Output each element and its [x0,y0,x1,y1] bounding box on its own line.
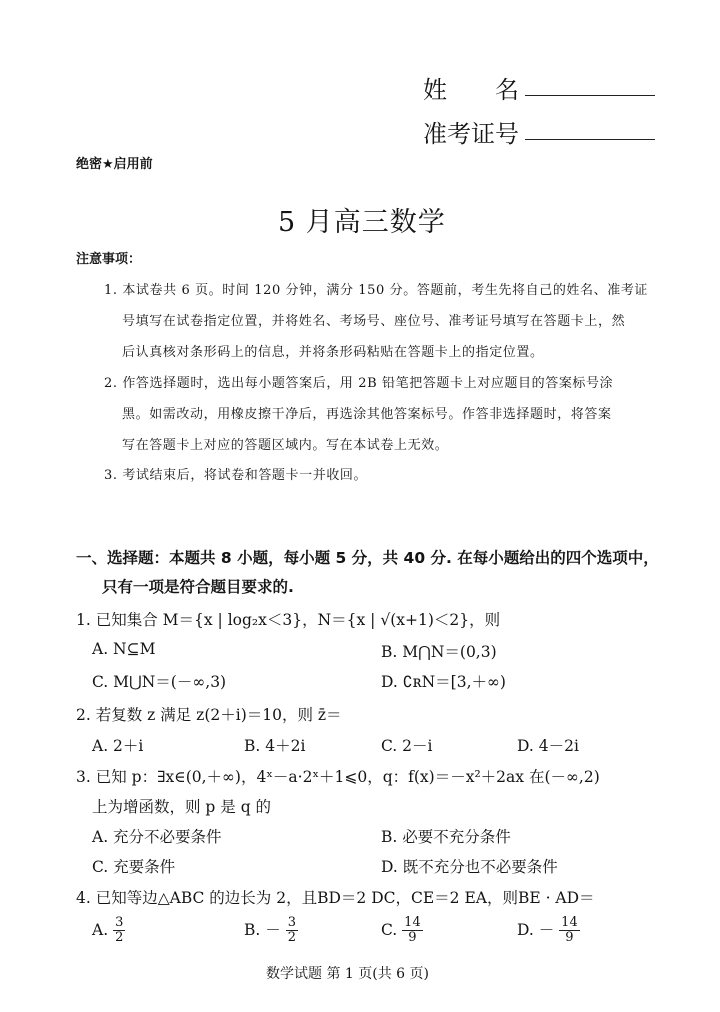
fraction-numerator: 14 [561,915,578,930]
notice-line: 黑。如需改动，用橡皮擦干净后，再选涂其他答案标号。作答非选择题时，将答案 [122,407,612,422]
q2-option-a: A. 2＋i [92,737,144,755]
notice-line: 后认真核对条形码上的信息，并将条形码粘贴在答题卡上的指定位置。 [122,345,544,360]
q3-option-c: C. 充要条件 [92,858,176,876]
q3-option-a: A. 充分不必要条件 [92,828,222,846]
notice-line: 1. 本试卷共 6 页。时间 120 分钟，满分 150 分。答题前，考生先将自己的姓名、准考证 [104,283,649,298]
q4-option-a [92,916,125,946]
fraction-numerator: 14 [404,915,421,930]
question-3-stem: 3. 已知 p：∃x∈(0,＋∞)，4ˣ－a·2ˣ＋1⩽0，q：f(x)＝－x²＋2ax 在(－∞,2) [76,768,600,786]
section-heading-cont: 只有一项是符合题目要求的. [102,578,294,596]
fraction-numerator: 3 [287,915,296,930]
q2-option-c: C. 2－i [381,737,433,755]
q4-option-b-prefix: B. － [244,920,281,939]
q1-option-a: A. N⊆M [92,640,156,658]
page-title: 5 月高三数学 [278,207,446,238]
q3-option-b: B. 必要不充分条件 [381,828,511,846]
q2-option-b: B. 4＋2i [244,737,306,755]
q4-option-c-fraction [402,916,423,946]
secret-mark: 绝密★启用前 [76,157,153,172]
q2-option-d: D. 4－2i [517,737,579,755]
notice-heading: 注意事项： [76,252,142,267]
q4-option-d [517,916,580,946]
name-label: 姓 名 [423,76,519,104]
q1-option-c: C. M⋃N＝(－∞,3) [92,673,227,691]
exam-id-field [423,114,655,149]
fraction-denominator: 9 [559,930,580,945]
question-2-stem: 2. 若复数 z 满足 z(2＋i)＝10，则 z̄＝ [76,706,342,724]
exam-id-blank [525,138,655,140]
notice-line: 3. 考试结束后，将试卷和答题卡一并收回。 [104,468,368,483]
q1-option-b: B. M⋂N＝(0,3) [381,643,497,661]
q4-option-d-fraction [559,916,580,946]
q4-option-b-fraction [286,916,298,946]
fraction-numerator: 3 [115,915,124,930]
question-1-stem: 1. 已知集合 M＝{x | log₂x＜3}，N＝{x | √(x+1)＜2}，则 [76,611,501,629]
q4-option-b [244,916,298,946]
fraction-denominator: 2 [115,930,124,946]
name-blank [525,94,655,96]
notice-line: 2. 作答选择题时，选出每小题答案后，用 2B 铅笔把答题卡上对应题目的答案标号涂 [104,376,614,391]
fraction-denominator: 9 [402,930,423,945]
q4-option-a-prefix: A. [92,920,109,939]
name-field [423,70,655,105]
q4-option-a-fraction [113,916,125,946]
exam-id-label: 准考证号 [423,120,519,148]
q4-option-d-prefix: D. － [517,920,555,939]
page-footer: 数学试题 第 1 页(共 6 页) [266,966,429,982]
q4-option-c [381,916,423,946]
question-4-stem: 4. 已知等边△ABC 的边长为 2，且BD＝2 DC，CE＝2 EA，则BE · AD＝ [76,889,595,907]
notice-line: 号填写在试卷指定位置，并将姓名、考场号、座位号、准考证号填写在答题卡上，然 [122,314,626,329]
question-3-stem-cont: 上为增函数，则 p 是 q 的 [92,798,272,816]
q1-option-d: D. ∁ʀN＝[3,＋∞) [381,673,506,691]
q3-option-d: D. 既不充分也不必要条件 [381,858,558,876]
section-heading: 一、选择题：本题共 8 小题，每小题 5 分，共 40 分. 在每小题给出的四个选项中， [76,549,659,567]
fraction-denominator: 2 [287,930,296,946]
q4-option-c-prefix: C. [381,920,398,939]
notice-line: 写在答题卡上对应的答题区域内。写在本试卷上无效。 [122,438,449,453]
